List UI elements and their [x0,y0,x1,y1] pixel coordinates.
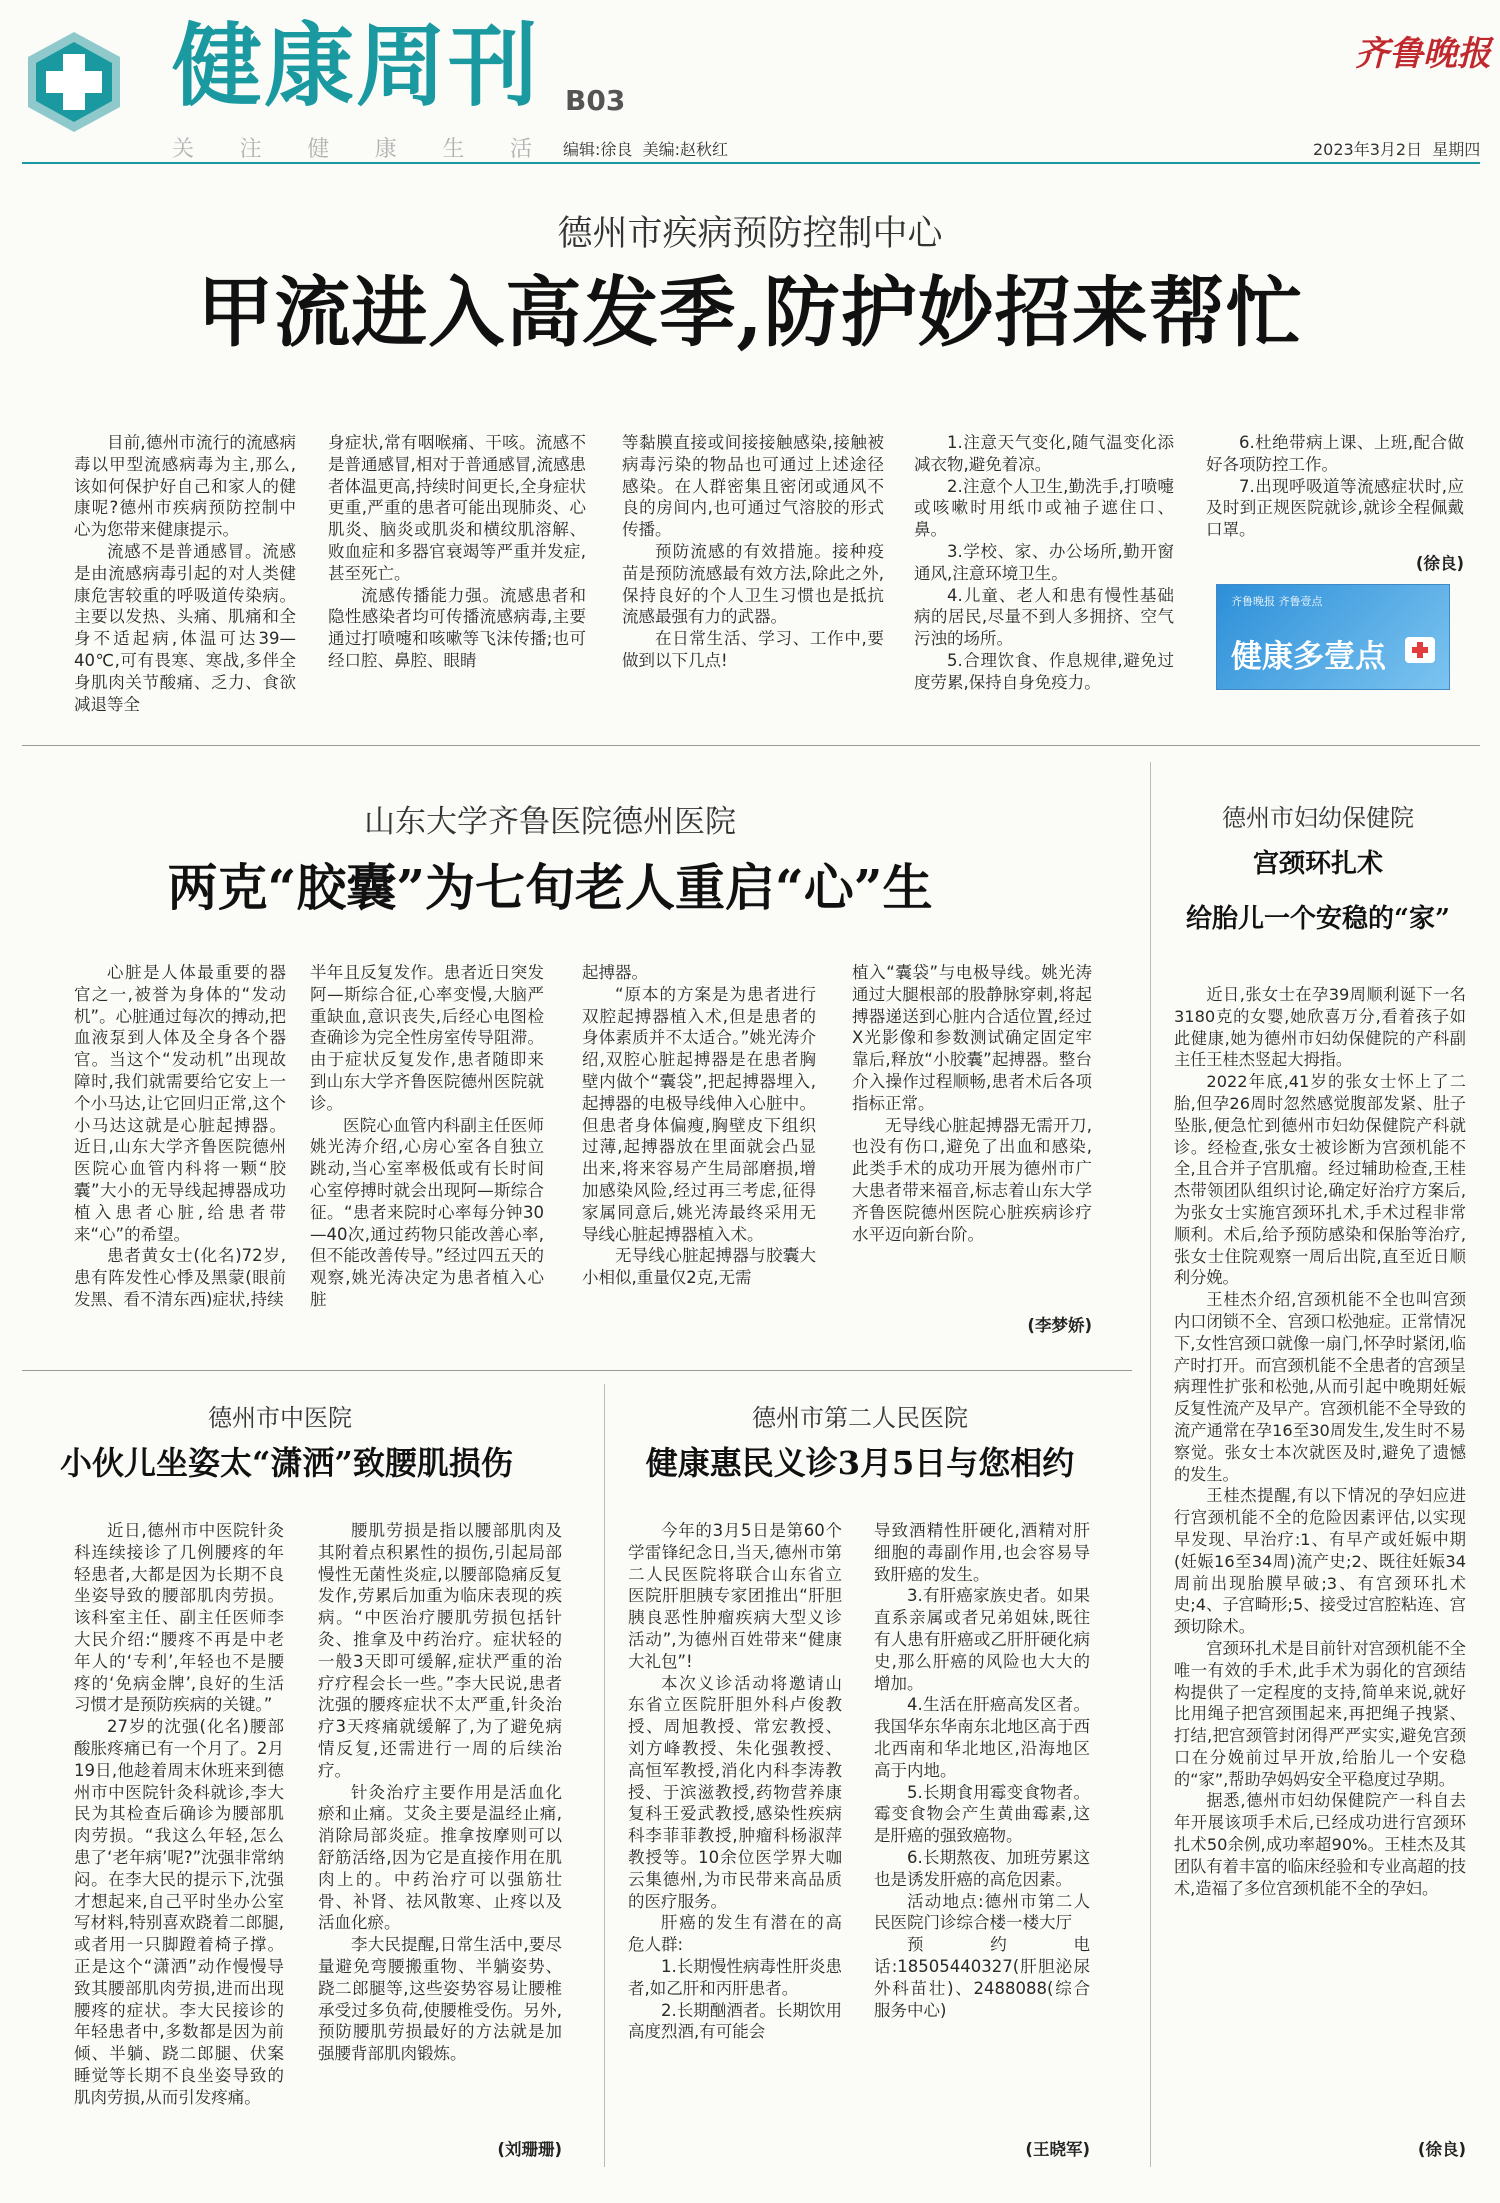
column-divider [604,1384,605,2167]
paragraph: 等黏膜直接或间接接触感染,接触被病毒污染的物品也可通过上述途径感染。在人群密集且密闭或通风不良的房间内,也可通过气溶胶的形式传播。 [622,433,884,540]
paragraph: 活动地点:德州市第二人民医院门诊综合楼一楼大厅 [874,1891,1090,1933]
issue-date [1313,137,1480,160]
paragraph: 半年且反复发作。患者近日突发阿—斯综合征,心率变慢,大脑严重缺血,意识丧失,后经心电图检查确诊为完全性房室传导阻滞。由于症状反复发作,患者随即来到山东大学齐鲁医院德州医院就诊。 [310,963,544,1113]
paragraph: 4.生活在肝癌高发区者。我国华东华南东北地区高于西北西南和华北地区,沿海地区高于内地。 [874,1695,1090,1780]
paragraph: 今年的3月5日是第60个学雷锋纪念日,当天,德州市第二人民医院将联合山东省立医院肝胆胰专家团推出“肝胆胰良恶性肿瘤疾病大型义诊活动”,为德州百姓带来“健康大礼包”! [628,1521,842,1671]
paragraph: “原本的方案是为患者进行双腔起搏器植入术,但是患者的身体素质并不太适合。”姚光涛介绍,双腔心脏起搏器是在患者胸壁内做个“囊袋”,把起搏器埋入,起搏器的电极导线伸入心脏中。但患者身体偏瘦,胸壁皮下组织过薄,起搏器放在里面就会凸显出来,将来容易产生局部磨损,增加感染风险,经过再三考虑,征得家属同意后,姚光涛最终采用无导线心脏起搏器植入术。 [582,984,816,1244]
paragraph: 近日,德州市中医院针灸科连续接诊了几例腰疼的年轻患者,大都是因为长期不良坐姿导致的腰部肌肉劳损。该科室主任、副主任医师李大民介绍:“腰疼不再是中老年人的‘专利’,年轻也不是腰疼的‘免病金牌’,良好的生活习惯才是预防疾病的关键。” [74,1521,284,1715]
article2-kicker: 山东大学齐鲁医院德州医院 [364,804,736,840]
paragraph: 导致酒精性肝硬化,酒精对肝细胞的毒副作用,也会容易导致肝癌的发生。 [874,1521,1090,1584]
paragraph: 1.注意天气变化,随气温变化添减衣物,避免着凉。 [914,433,1174,474]
paragraph: 3.学校、家、办公场所,勤开窗通风,注意环境卫生。 [914,541,1174,583]
paragraph: 王桂杰介绍,宫颈机能不全也叫宫颈内口闭锁不全、宫颈口松弛症。正常情况下,女性宫颈口就像一扇门,怀孕时紧闭,临产时打开。而宫颈机能不全患者的宫颈呈病理性扩张和松弛,从而引起中晚期妊娠反复性流产及早产。宫颈机能不全导致的流产通常在孕16至30周发生,发生时不易察觉。张女士本次就医及时,避免了遗憾的发生。 [1174,1290,1466,1484]
paragraph: 2.长期酗酒者。长期饮用高度烈酒,有可能会 [628,2000,842,2042]
article3-byline: (刘珊珊) [497,2140,562,2159]
paragraph: 据悉,德州市妇幼保健院产一科自去年开展该项手术后,已经成功进行宫颈环扎术50余例,成功率超90%。王桂杰及其团队有着丰富的临床经验和专业高超的技术,造福了多位宫颈机能不全的孕妇。 [1174,1791,1466,1898]
article3-column-1 [74,1520,284,2152]
masthead [0,0,1500,165]
article5-headline-line-2: 给胎儿一个安稳的“家” [1186,904,1450,934]
paragraph: 腰肌劳损是指以腰部肌肉及其附着点积累性的损伤,引起局部慢性无菌性炎症,以腰部隐痛反复发作,劳累后加重为临床表现的疾病。“中医治疗腰肌劳损包括针灸、推拿及中药治疗。症状轻的一般3天即可缓解,症状严重的治疗疗程会长一些。”李大民说,患者沈强的腰疼症状不太严重,针灸治疗3天疼痛就缓解了,为了避免病情反复,还需进行一周的后续治疗。 [318,1521,562,1780]
masthead-slogan [172,132,532,163]
medical-cross-icon [22,30,126,134]
slogan-char: 生 [442,137,465,162]
paragraph: 肝癌的发生有潜在的高危人群: [628,1913,842,1955]
paragraph: 5.合理饮食、作息规律,避免过度劳累,保持自身免疫力。 [914,650,1174,692]
masthead-title: 健康周刊 [172,13,540,119]
paragraph: 6.杜绝带病上课、上班,配合做好各项防控工作。 [1206,433,1464,474]
article5-headline-line-1: 宫颈环扎术 [1252,849,1383,879]
paragraph: 无导线心脏起搏器与胶囊大小相似,重量仅2克,无需 [582,1246,816,1288]
promo-logo: 齐鲁晚报 齐鲁壹点 [1231,595,1323,608]
paragraph: 预约电话:18505440327(肝胆泌尿外科苗壮)、2488088(综合服务中心) [874,1935,1090,2020]
paragraph: 在日常生活、学习、工作中,要做到以下几点! [622,629,884,670]
paragraph: 无导线心脏起搏器无需开刀,也没有伤口,避免了出血和感染,此类手术的成功开展为德州市广大患者带来福音,标志着山东大学齐鲁医院德州医院心脏疾病诊疗水平迈向新台阶。 [852,1115,1092,1244]
paragraph: 起搏器。 [582,963,648,982]
section-divider [22,1370,1132,1371]
article2-headline: 两克“胶囊”为七旬老人重启“心”生 [167,858,933,917]
paragraph: 2022年底,41岁的张女士怀上了二胎,但孕26周时忽然感觉腹部发紧、肚子坠胀,便急忙到德州市妇幼保健院产科就诊。经检查,张女士被诊断为宫颈机能不全,且合并子宫肌瘤。经过辅助检查,王桂杰带领团队组织讨论,确定好治疗方案后,为张女士实施宫颈环扎术,手术过程非常顺利。术后,给予预防感染和保胎等治疗,张女士住院观察一周后出院,直至近日顺利分娩。 [1174,1072,1466,1288]
paragraph: 王桂杰提醒,有以下情况的孕妇应进行宫颈机能不全的危险因素评估,以实现早发现、早治疗:1、有早产或妊娠中期(妊娠16至34周)流产史;2、既往妊娠34周前出现胎膜早破;3、有宫颈环扎术史;4、子宫畸形;5、接受过宫腔粘连、宫颈切除术。 [1174,1486,1466,1637]
paragraph: 5.长期食用霉变食物者。霉变食物会产生黄曲霉素,这是肝癌的强致癌物。 [874,1782,1090,1846]
article4-column-1 [628,1520,842,2152]
article4-kicker: 德州市第二人民医院 [752,1404,968,1432]
article2-byline: (李梦娇) [1027,1316,1092,1335]
paragraph: 身症状,常有咽喉痛、干咳。流感不是普通感冒,相对于普通感冒,流感患者体温更高,持续时间更长,全身症状更重,严重的患者可能出现肺炎、心肌炎、脑炎或肌炎和横纹肌溶解、败血症和多器官衰竭等严重并发症,甚至死亡。 [328,433,586,583]
paragraph: 7.出现呼吸道等流感症状时,应及时到正规医院就诊,就诊全程佩戴口罩。 [1206,476,1464,540]
paragraph: 27岁的沈强(化名)腰部酸胀疼痛已有一个月了。2月19日,他趁着周末休班来到德州市中医院针灸科就诊,李大民为其检查后确诊为腰部肌肉劳损。“我这么年轻,怎么患了‘老年病’呢?”沈强非常纳闷。在李大民的提示下,沈强才想起来,自己平时坐办公室写材料,特别喜欢跷着二郎腿,或者用一只脚蹬着椅子撑。正是这个“潇洒”动作慢慢导致其腰部肌肉劳损,进而出现腰疼的症状。李大民接诊的年轻患者中,多数都是因为前倾、半躺、跷二郎腿、伏案睡觉等长期不良坐姿导致的肌肉劳损,从而引发疼痛。 [74,1717,284,2107]
article2-column-3 [582,962,816,1354]
article3-kicker: 德州市中医院 [208,1404,352,1432]
paper-logo: 齐鲁晚报 [1355,34,1491,74]
article1-kicker: 德州市疾病预防控制中心 [557,214,943,254]
slogan-char: 健 [307,137,330,162]
article1-column-2 [328,432,586,714]
article1-column-4 [914,432,1174,714]
article5-column [1174,984,1466,2130]
masthead-rule [22,162,1480,164]
article1-column-5 [1206,432,1464,542]
paragraph: 患者黄女士(化名)72岁,患有阵发性心悸及黑蒙(眼前发黑、看不清东西)症状,持续 [74,1246,286,1309]
article5-byline: (徐良) [1417,2140,1466,2159]
paragraph: 近日,张女士在孕39周顺利诞下一名3180克的女婴,她欣喜万分,看着孩子如此健康,她为德州市妇幼保健院的产科副主任王桂杰竖起大拇指。 [1174,985,1466,1070]
article1-column-1 [74,432,296,714]
article4-byline: (王晓军) [1025,2140,1090,2159]
paragraph: 4.儿童、老人和患有慢性基础病的居民,尽量不到人多拥挤、空气污浊的场所。 [914,585,1174,649]
slogan-char: 康 [374,137,397,162]
paragraph: 李大民提醒,日常生活中,要尽量避免弯腰搬重物、半躺姿势、跷二郎腿等,这些姿势容易让腰椎承受过多负荷,使腰椎受伤。另外,预防腰肌劳损最好的方法就是加强腰背部肌肉锻炼。 [318,1935,562,2064]
slogan-char: 关 [172,137,195,162]
promo-title: 健康多壹点 [1231,639,1386,675]
paragraph: 本次义诊活动将邀请山东省立医院肝胆外科卢俊教授、周旭教授、常宏教授、刘方峰教授、朱化强教授、高恒军教授,消化内科李涛教授、于滨滋教授,药物营养康复科王爱武教授,感染性疾病科李菲菲教授,肿瘤科杨淑萍教授等。10余位医学界大咖云集德州,为市民带来高品质的医疗服务。 [628,1673,842,1911]
medical-kit-icon [1403,631,1437,665]
article4-headline: 健康惠民义诊3月5日与您相约 [645,1444,1075,1482]
paragraph: 流感传播能力强。流感患者和隐性感染者均可传播流感病毒,主要通过打喷嚏和咳嗽等飞沫传播;也可经口腔、鼻腔、眼睛 [328,585,586,670]
slogan-char: 注 [239,137,262,162]
article1-headline: 甲流进入高发季,防护妙招来帮忙 [197,268,1303,357]
paragraph: 3.有肝癌家族史者。如果直系亲属或者兄弟姐妹,既往有人患有肝癌或乙肝肝硬化病史,那么肝癌的风险也大大的增加。 [874,1586,1090,1693]
paragraph: 心脏是人体最重要的器官之一,被誉为身体的“发动机”。心脏通过每次的搏动,把血液泵到人体及全身各个器官。当这个“发动机”出现故障时,我们就需要给它安上一个小马达,让它回归正常,这个小马达这就是心脏起搏器。近日,山东大学齐鲁医院德州医院心血管内科将一颗“胶囊”大小的无导线起搏器成功植入患者心脏,给患者带来“心”的希望。 [74,963,286,1244]
paragraph: 目前,德州市流行的流感病毒以甲型流感病毒为主,那么,该如何保护好自己和家人的健康呢?德州市疾病预防控制中心为您带来健康提示。 [74,433,296,540]
paragraph: 针灸治疗主要作用是活血化瘀和止痛。艾灸主要是温经止痛,消除局部炎症。推拿按摩则可以舒筋活络,因为它是直接作用在肌肉上的。中药治疗可以强筋壮骨、补肾、祛风散寒、止疼以及活血化瘀。 [318,1782,562,1933]
paragraph: 2.注意个人卫生,勤洗手,打喷嚏或咳嗽时用纸巾或袖子遮住口、鼻。 [914,476,1174,540]
paragraph: 植入“囊袋”与电极导线。姚光涛通过大腿根部的股静脉穿刺,将起搏器递送到心脏内合适位置,经过X光影像和参数测试确定固定牢靠后,释放“小胶囊”起搏器。整台介入操作过程顺畅,患者术后各项指标正常。 [852,963,1092,1113]
column-divider [1150,762,1151,2167]
date-text: 2023年3月2日 [1313,140,1423,159]
editors-line: 编辑:徐良 美编:赵秋红 [563,140,728,159]
article3-column-2 [318,1520,562,2130]
article1-byline: (徐良) [1415,554,1464,573]
article5-kicker: 德州市妇幼保健院 [1222,804,1414,832]
article2-column-1 [74,962,286,1354]
article1-column-3 [622,432,884,714]
section-divider [22,745,1480,746]
article2-column-2 [310,962,544,1354]
paragraph: 1.长期慢性病毒性肝炎患者,如乙肝和丙肝患者。 [628,1956,842,1998]
paragraph: 医院心血管内科副主任医师姚光涛介绍,心房心室各自独立跳动,当心室率极低或有长时间心室停搏时就会出现阿—斯综合征。“患者来院时心率每分钟30—40次,通过药物只能改善心率,但不能改善传导。”经过四五天的观察,姚光涛决定为患者植入心脏 [310,1115,544,1309]
article2-column-4 [852,962,1092,1302]
slogan-char: 活 [509,137,532,162]
article4-column-2 [874,1520,1090,2130]
paragraph: 预防流感的有效措施。接种疫苗是预防流感最有效方法,除此之外,保持良好的个人卫生习惯也是抵抗流感最强有力的武器。 [622,541,884,627]
article3-headline: 小伙儿坐姿太“潇洒”致腰肌损伤 [60,1444,513,1482]
paragraph: 6.长期熬夜、加班劳累这也是诱发肝癌的高危因素。 [874,1847,1090,1889]
weekday-text: 星期四 [1432,140,1481,159]
paragraph: 流感不是普通感冒。流感是由流感病毒引起的对人类健康危害较重的呼吸道传染病。主要以发热、头痛、肌痛和全身不适起病,体温可达39—40℃,可有畏寒、寒战,多伴全身肌肉关节酸痛、乏力、食欲减退等全 [74,541,296,714]
page-number: B03 [565,84,626,117]
paragraph: 宫颈环扎术是目前针对宫颈机能不全唯一有效的手术,此手术为弱化的宫颈结构提供了一定程度的支持,简单来说,就好比用绳子把宫颈围起来,再把绳子拽紧、打结,把宫颈管封闭得严严实实,避免宫颈口在分娩前过早开放,给胎儿一个安稳的“家”,帮助孕妈妈安全平稳度过孕期。 [1174,1638,1466,1789]
promo-banner [1216,584,1450,690]
